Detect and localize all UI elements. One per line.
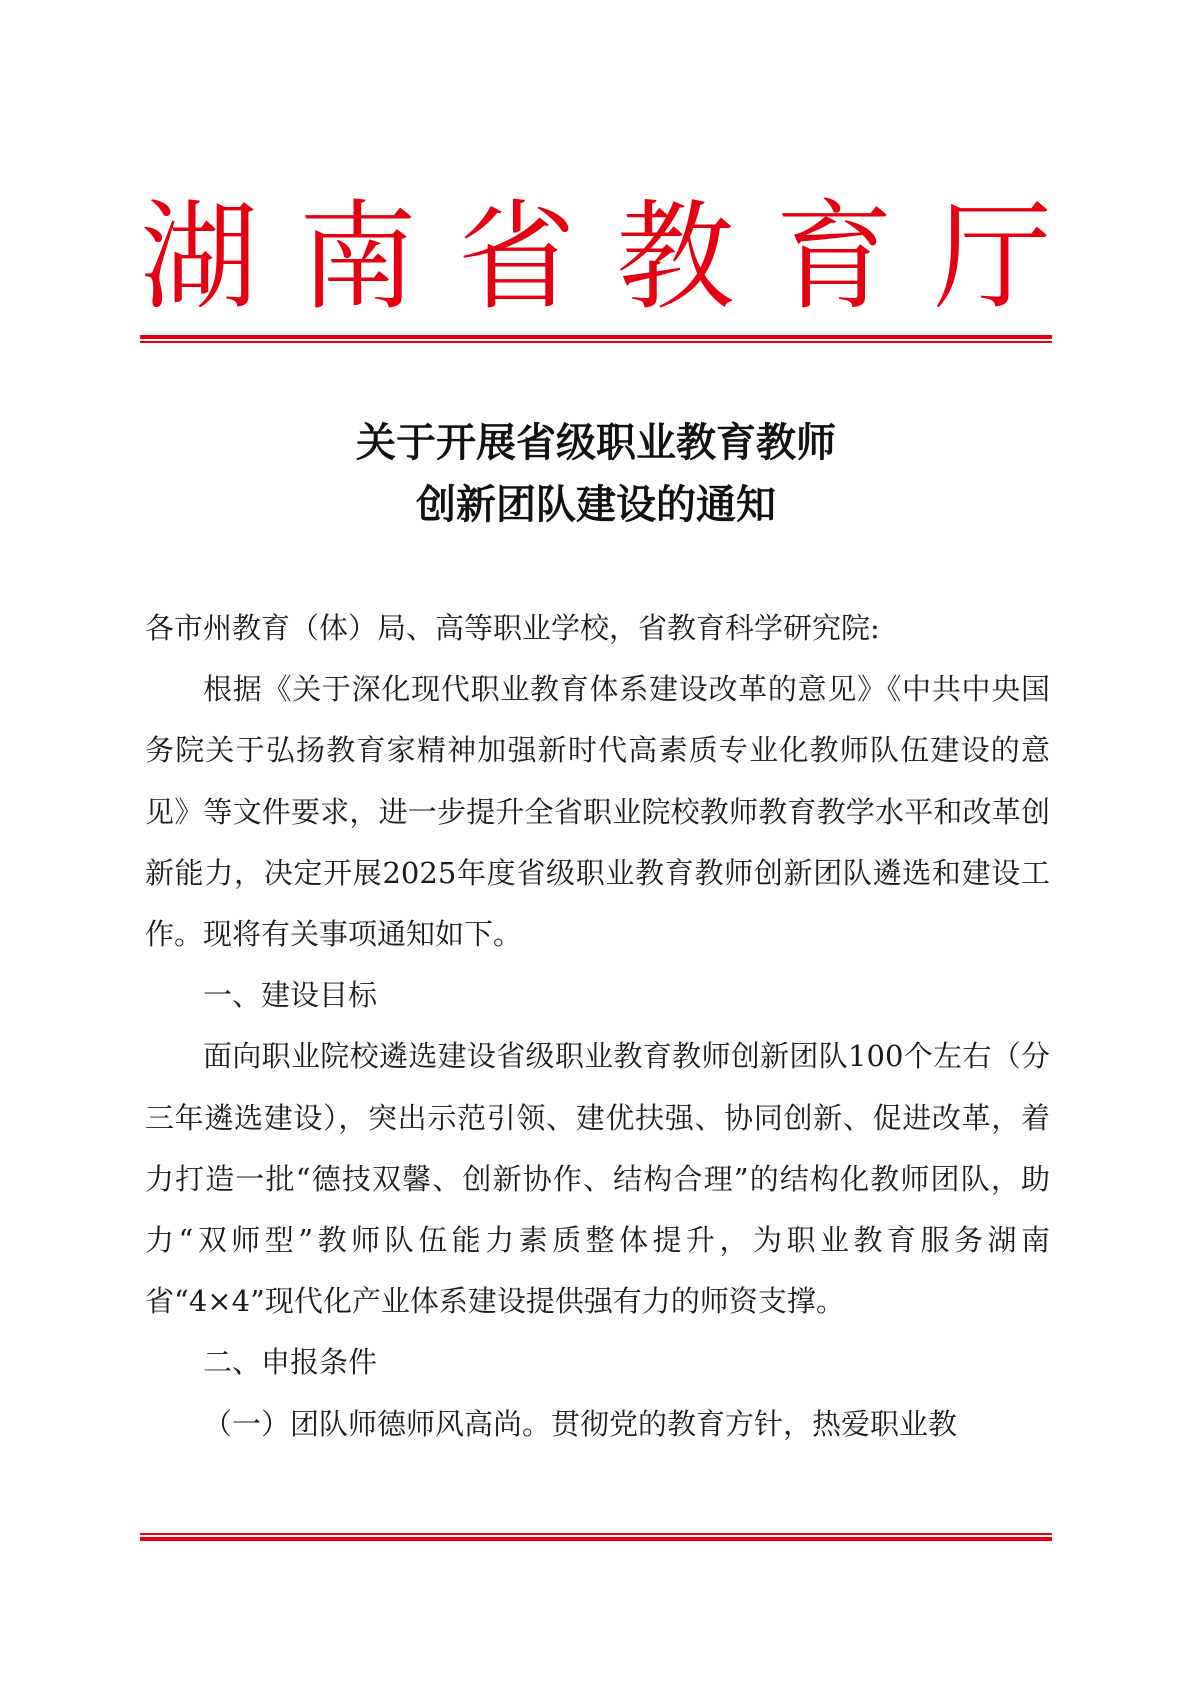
document-title-line-1: 关于开展省级职业教育教师 [356,420,836,466]
document-body [145,598,1050,1455]
section-1-paragraph: 面向职业院校遴选建设省级职业教育教师创新团队100个左右（分三年遴选建设），突出示范引领、建优扶强、协同创新、促进改革，着力打造一批“德技双馨、创新协作、结构合理”的结构化教师团队，助力“双师型”教师队伍能力素质整体提升，为职业教育服务湖南省“4×4”现代化产业体系建设提供强有力的师资支撑。 [145,1039,1050,1319]
masthead-char: 厅 [933,188,1052,326]
masthead-char: 育 [775,188,894,326]
intro-paragraph: 根据《关于深化现代职业教育体系建设改革的意见》《中共中央国务院关于弘扬教育家精神加强新时代高素质专业化教师队伍建设的意见》等文件要求，进一步提升全省职业院校教师教育教学水平和改革创新能力，决定开展2025年度省级职业教育教师创新团队遴选和建设工作。现将有关事项通知如下。 [145,672,1050,952]
masthead-char: 南 [298,188,417,326]
masthead [140,182,1052,332]
salutation: 各市州教育（体）局、高等职业学校，省教育科学研究院: [145,611,880,645]
section-heading-1: 一、建设目标 [203,978,378,1013]
section-heading-2: 二、申报条件 [203,1345,378,1380]
document-title [140,412,1052,536]
masthead-char: 教 [616,188,735,326]
footer-divider [140,1533,1052,1541]
masthead-char: 湖 [140,188,259,326]
document-title-line-2: 创新团队建设的通知 [416,482,776,528]
masthead-divider [140,335,1052,343]
masthead-char: 省 [457,188,576,326]
section-2-item-1: （一）团队师德师风高尚。贯彻党的教育方针，热爱职业教 [203,1406,958,1441]
